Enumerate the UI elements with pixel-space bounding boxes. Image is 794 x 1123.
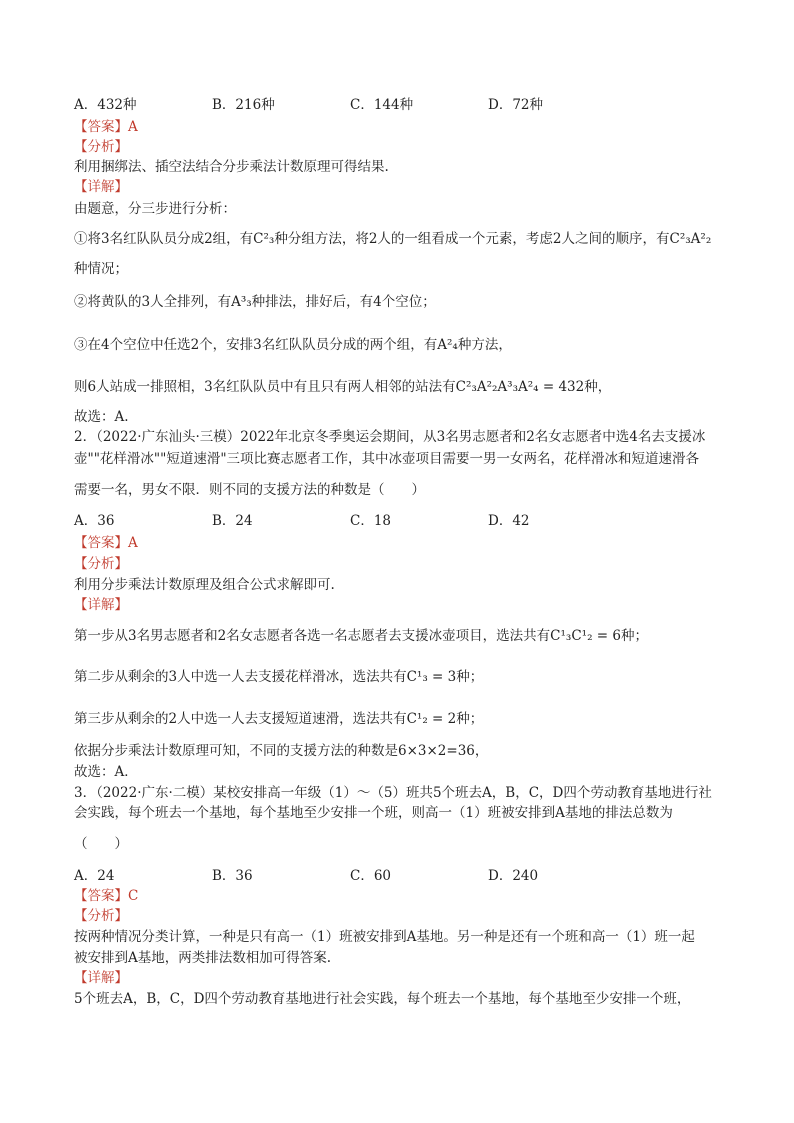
q2-detail-label: 【详解】 xyxy=(74,597,128,613)
q1-detail-line: ②将黄队的3人全排列，有A³₃种排法，排好后，有4个空位； xyxy=(74,294,436,310)
q1-option-d: D．72种 xyxy=(488,97,544,113)
q3-answer: 【答案】C xyxy=(74,888,139,904)
q3-option-b: B．36 xyxy=(212,868,253,884)
q3-options xyxy=(74,867,734,885)
q1-analysis: 利用捆绑法、插空法结合分步乘法计数原理可得结果. xyxy=(74,159,389,175)
q2-analysis: 利用分步乘法计数原理及组合公式求解即可. xyxy=(74,577,335,593)
q2-stem-line: 壶""花样滑冰""短道速滑"三项比赛志愿者工作，其中冰壶项目需要一男一女两名，花样滑冰和短道速滑各 xyxy=(74,451,700,467)
q1-detail-line: 则6人站成一排照相，3名红队队员中有且只有两人相邻的站法有C²₃A²₂A³₃A²₄ = 432种， xyxy=(74,379,612,395)
q3-detail-label: 【详解】 xyxy=(74,970,128,986)
q2-stem-line: 需要一名，男女不限．则不同的支援方法的种数是（ ） xyxy=(74,482,425,498)
q1-option-c: C．144种 xyxy=(350,97,414,113)
q2-option-b: B．24 xyxy=(212,513,253,529)
q3-option-c: C．60 xyxy=(350,868,392,884)
q3-analysis-line: 按两种情况分类计算，一种是只有高一（1）班被安排到A基地。另一种是还有一个班和高一（1）班一起 xyxy=(74,929,695,945)
q3-stem-line: 会实践，每个班去一个基地，每个基地至少安排一个班，则高一（1）班被安排到A基地的排法总数为 xyxy=(74,805,673,821)
q3-analysis-label: 【分析】 xyxy=(74,908,128,924)
q2-detail-line: 第三步从剩余的2人中选一人去支援短道速滑，选法共有C¹₂ = 2种； xyxy=(74,711,484,727)
q2-option-d: D．42 xyxy=(488,513,530,529)
q2-answer: 【答案】A xyxy=(74,535,138,551)
q1-detail-line: ①将3名红队队员分成2组，有C²₃种分组方法，将2人的一组看成一个元素，考虑2人之间的顺序，有C²₃A²₂ xyxy=(74,231,712,247)
q2-option-c: C．18 xyxy=(350,513,392,529)
q2-option-a: A．36 xyxy=(74,513,115,529)
q1-detail-label: 【详解】 xyxy=(74,179,128,195)
q3-analysis-line: 被安排到A基地，两类排法数相加可得答案. xyxy=(74,950,332,966)
q1-detail-line: 由题意，分三步进行分析： xyxy=(74,201,236,217)
q2-options xyxy=(74,512,734,530)
q3-option-a: A．24 xyxy=(74,868,115,884)
q3-stem-line: 3．（2022·广东·二模）某校安排高一年级（1）～（5）班共5个班去A，B，C，D四个劳动教育基地进行社 xyxy=(74,785,712,801)
q1-detail-line: 种情况； xyxy=(74,261,128,277)
q2-analysis-label: 【分析】 xyxy=(74,556,128,572)
q2-detail-line: 第一步从3名男志愿者和2名女志愿者各选一名志愿者去支援冰壶项目，选法共有C¹₃C¹₂ = 6种； xyxy=(74,628,648,644)
q1-detail-line: ③在4个空位中任选2个，安排3名红队队员分成的两个组，有A²₄种方法， xyxy=(74,337,512,353)
q2-detail-line: 依据分步乘法计数原理可知，不同的支援方法的种数是6×3×2=36， xyxy=(74,743,489,759)
q1-analysis-label: 【分析】 xyxy=(74,139,128,155)
q1-options xyxy=(74,96,734,114)
q3-option-d: D．240 xyxy=(488,868,539,884)
q1-answer: 【答案】A xyxy=(74,119,138,135)
q1-option-a: A．432种 xyxy=(74,97,137,113)
q1-option-b: B．216种 xyxy=(212,97,275,113)
q3-stem-line: （ ） xyxy=(74,836,128,852)
q2-detail-line: 第二步从剩余的3人中选一人去支援花样滑冰，选法共有C¹₃ = 3种； xyxy=(74,669,484,685)
q2-stem-line: 2．（2022·广东汕头·三模）2022年北京冬季奥运会期间，从3名男志愿者和2名女志愿者中选4名去支援冰 xyxy=(74,429,706,445)
q1-conclusion: 故选：A. xyxy=(74,409,129,425)
q3-detail-line: 5个班去A，B，C，D四个劳动教育基地进行社会实践，每个班去一个基地，每个基地至少安排一个班， xyxy=(74,991,691,1007)
q2-conclusion: 故选：A． xyxy=(74,764,138,780)
